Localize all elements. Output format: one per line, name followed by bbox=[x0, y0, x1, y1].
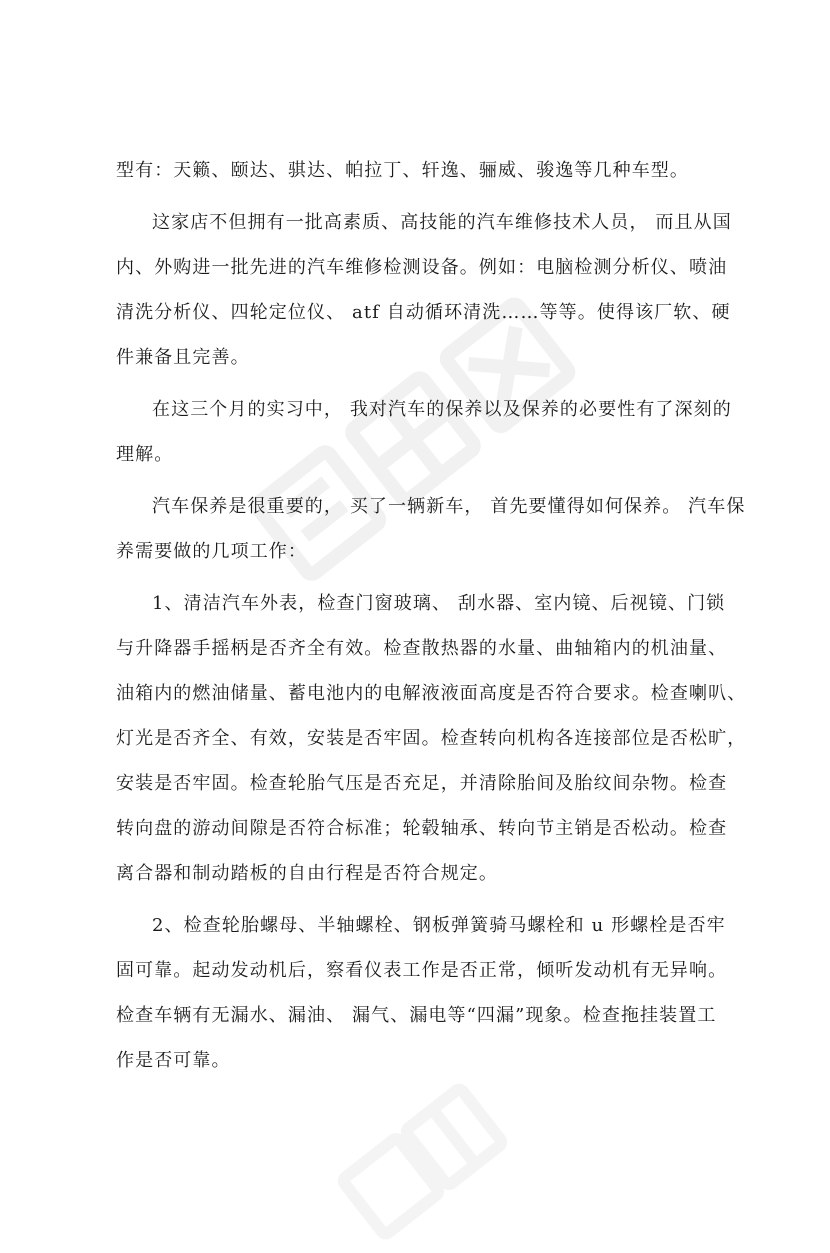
paragraph-line: 清洗分析仪、四轮定位仪、 atf 自动循环清洗……等等。使得该厂软、硬 bbox=[116, 302, 731, 323]
paragraph-line: 型有：天籁、颐达、骐达、帕拉丁、轩逸、骊威、骏逸等几种车型。 bbox=[116, 160, 689, 181]
paragraph-line: 转向盘的游动间隙是否符合标准；轮毂轴承、转向节主销是否松动。检查 bbox=[116, 818, 728, 839]
paragraph-line: 内、外购进一批先进的汽车维修检测设备。例如：电脑检测分析仪、喷油 bbox=[116, 257, 728, 278]
paragraph-line: 这家店不但拥有一批高素质、高技能的汽车维修技术人员， 而且从国 bbox=[152, 212, 732, 233]
paragraph-line: 作是否可靠。 bbox=[116, 1050, 231, 1071]
paragraph-line: 安装是否牢固。检查轮胎气压是否充足，并清除胎间及胎纹间杂物。检查 bbox=[116, 773, 728, 794]
paragraph-line: 固可靠。起动发动机后，察看仪表工作是否正常，倾听发动机有无异响。 bbox=[116, 960, 728, 981]
paragraph-line: 汽车保养是很重要的， 买了一辆新车， 首先要懂得如何保养。 汽车保 bbox=[152, 496, 746, 517]
paragraph-line: 1、清洁汽车外表，检查门窗玻璃、 刮水器、室内镜、后视镜、门锁 bbox=[152, 593, 726, 614]
paragraph-line: 灯光是否齐全、有效，安装是否牢固。检查转向机构各连接部位是否松旷， bbox=[116, 728, 747, 749]
watermark-logo-partial bbox=[325, 1027, 576, 1253]
paragraph-line: 2、检查轮胎螺母、半轴螺栓、钢板弹簧骑马螺栓和 u 形螺栓是否牢 bbox=[152, 915, 726, 936]
paragraph-line: 离合器和制动踏板的自由行程是否符合规定。 bbox=[116, 863, 498, 884]
paragraph-line: 在这三个月的实习中， 我对汽车的保养以及保养的必要性有了深刻的 bbox=[152, 399, 732, 420]
paragraph-line: 理解。 bbox=[116, 444, 174, 465]
paragraph-line: 养需要做的几项工作： bbox=[116, 541, 307, 562]
paragraph-line: 检查车辆有无漏水、漏油、 漏气、漏电等“四漏”现象。检查拖挂装置工 bbox=[116, 1005, 717, 1026]
paragraph-line: 件兼备且完善。 bbox=[116, 347, 250, 368]
paragraph-line: 与升降器手摇柄是否齐全有效。检查散热器的水量、曲轴箱内的机油量、 bbox=[116, 638, 728, 659]
paragraph-line: 油箱内的燃油储量、蓄电池内的电解液液面高度是否符合要求。检查喇叭、 bbox=[116, 683, 747, 704]
